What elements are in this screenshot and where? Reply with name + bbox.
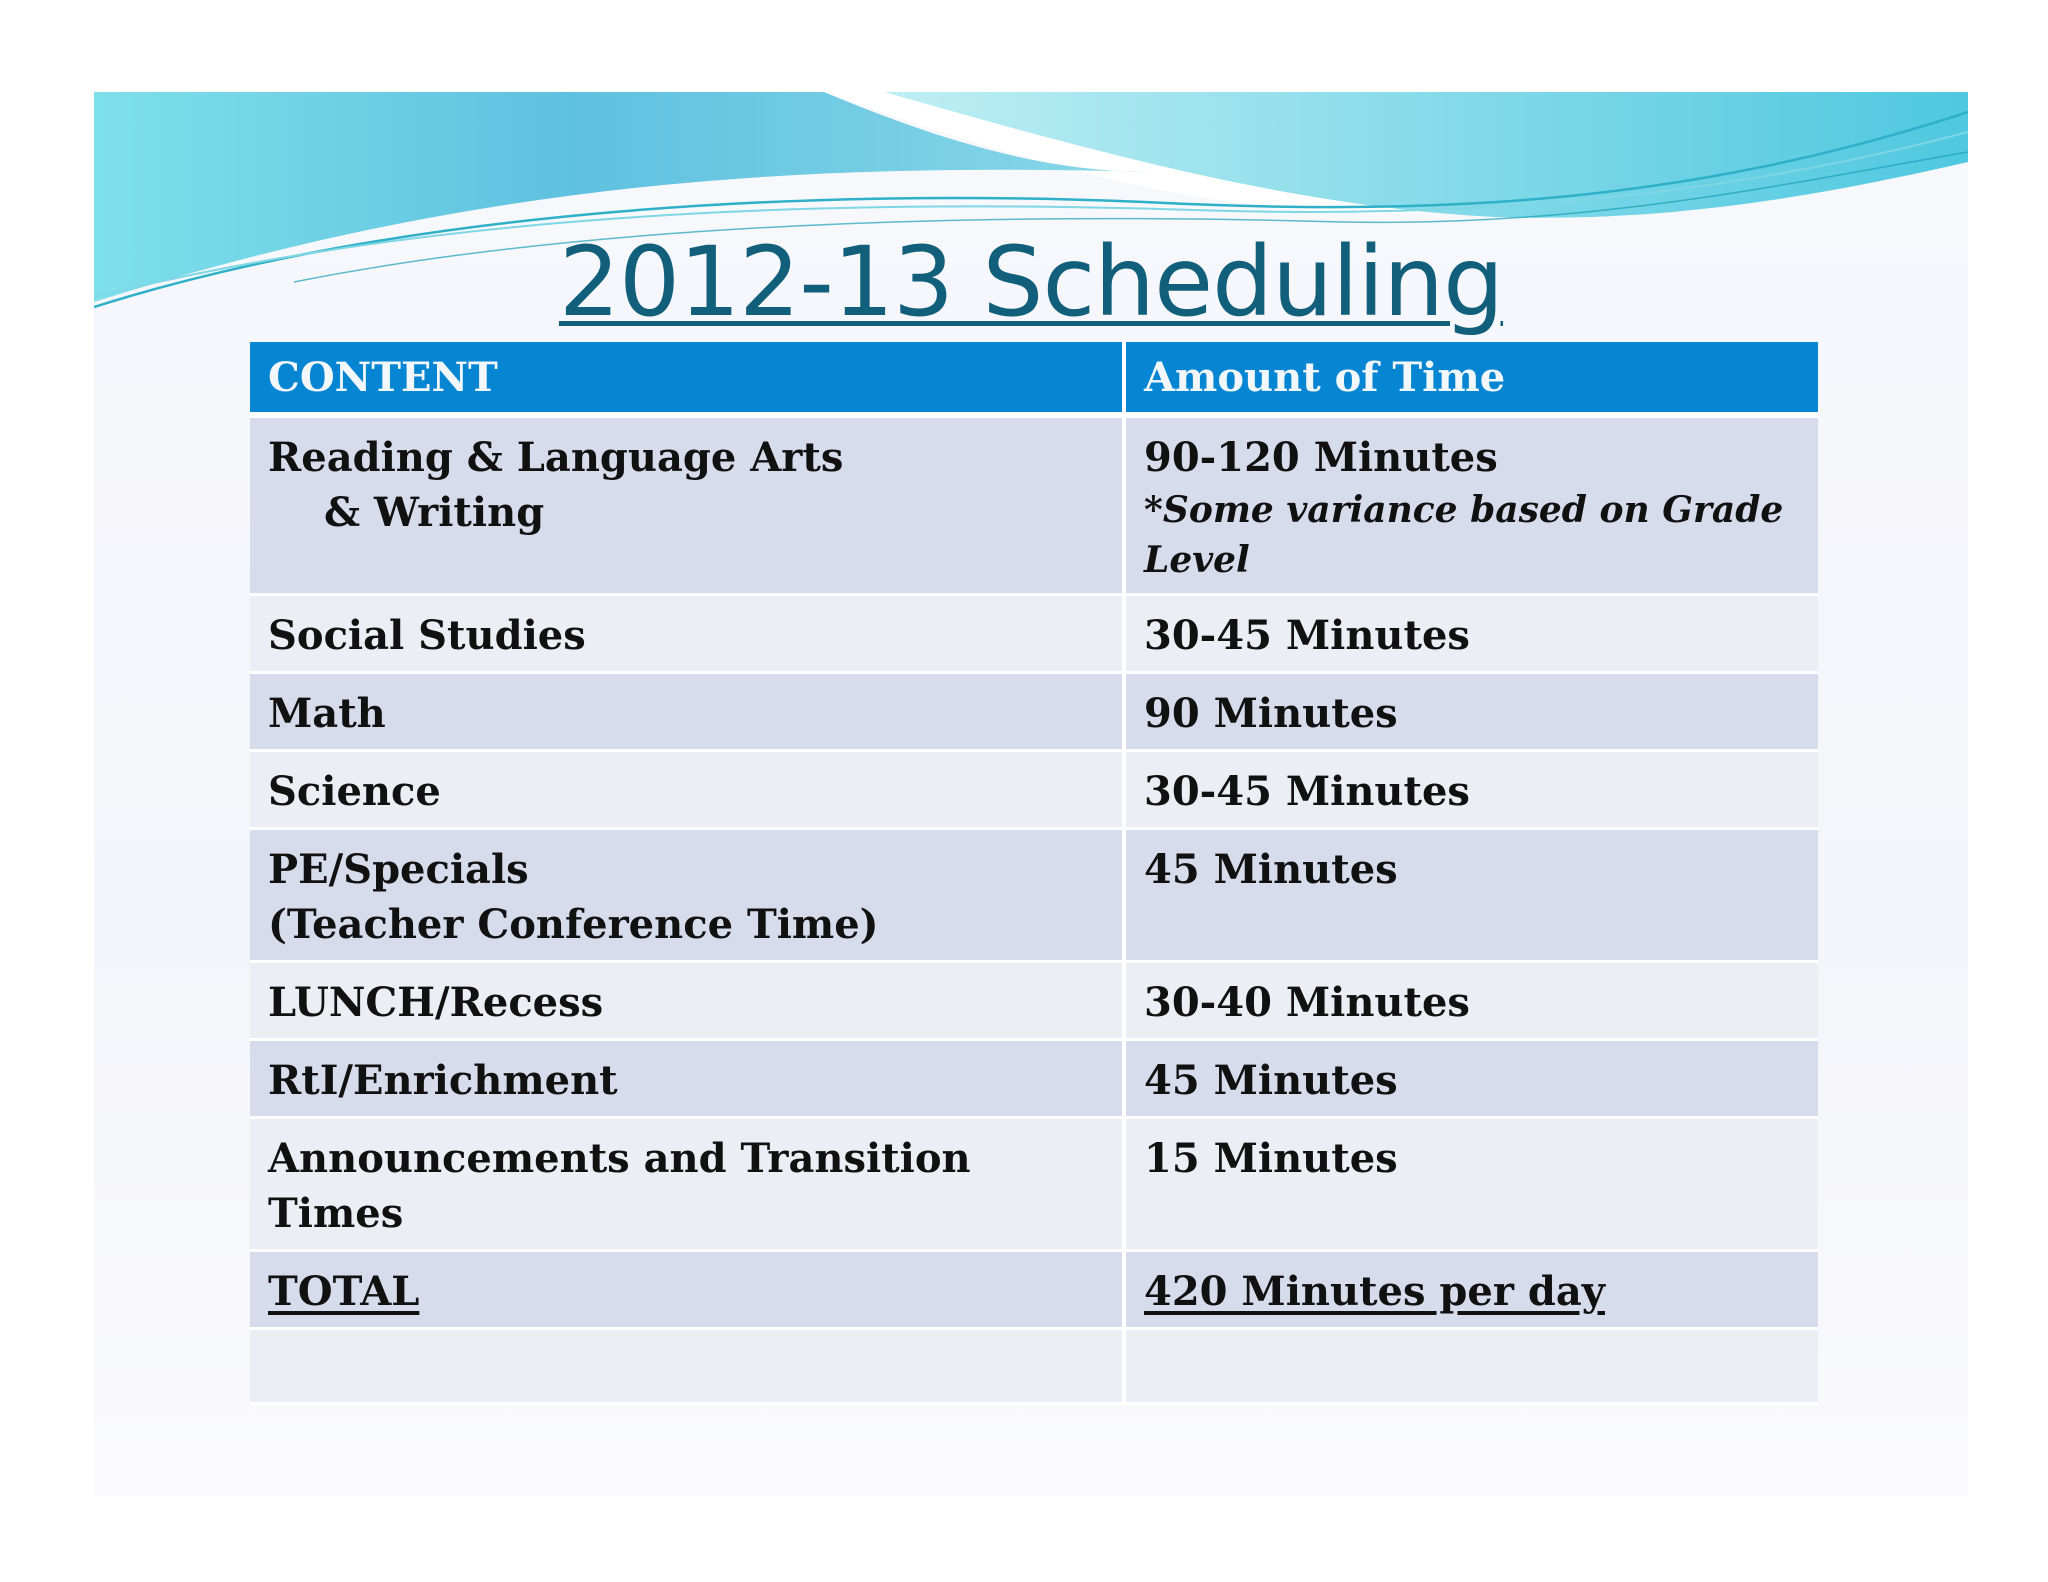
table-row: [250, 595, 1818, 673]
content-label: PE/Specials: [268, 846, 529, 893]
time-cell: 30-40 Minutes: [1124, 962, 1818, 1040]
table-row: [250, 673, 1818, 751]
table-row: [250, 1040, 1818, 1118]
total-value-cell: [1124, 1251, 1818, 1329]
variance-note: *Some variance based on Grade Level: [1144, 489, 1784, 581]
content-cell: LUNCH/Recess: [250, 962, 1124, 1040]
header-amount-of-time: Amount of Time: [1124, 342, 1818, 415]
time-cell: 30-45 Minutes: [1124, 751, 1818, 829]
header-content: CONTENT: [250, 342, 1124, 415]
empty-row: [250, 1329, 1818, 1404]
empty-cell: [1124, 1329, 1818, 1404]
content-label: Reading & Language Arts: [268, 434, 844, 481]
content-cell: Math: [250, 673, 1124, 751]
content-cell: Social Studies: [250, 595, 1124, 673]
table-header-row: [250, 342, 1818, 415]
content-label-continued: (Teacher Conference Time): [268, 901, 879, 948]
time-cell: 90 Minutes: [1124, 673, 1818, 751]
table-row: [250, 962, 1818, 1040]
content-label-continued: & Writing: [324, 489, 545, 536]
content-cell: RtI/Enrichment: [250, 1040, 1124, 1118]
slide-title: 2012-13 Scheduling: [558, 226, 1504, 338]
time-cell: 45 Minutes: [1124, 1040, 1818, 1118]
content-cell: [250, 829, 1124, 962]
table-row: [250, 415, 1818, 595]
table-row: [250, 751, 1818, 829]
schedule-table: [250, 342, 1818, 1405]
content-cell: Science: [250, 751, 1124, 829]
slide: [94, 92, 1968, 1496]
time-cell: 45 Minutes: [1124, 829, 1818, 962]
empty-cell: [250, 1329, 1124, 1404]
content-cell: [250, 415, 1124, 595]
time-cell: [1124, 415, 1818, 595]
time-cell: 30-45 Minutes: [1124, 595, 1818, 673]
total-value: 420 Minutes per day: [1144, 1268, 1605, 1315]
table-row: [250, 829, 1818, 962]
content-cell: Announcements and Transition Times: [250, 1118, 1124, 1251]
table-row: [250, 1118, 1818, 1251]
total-row: [250, 1251, 1818, 1329]
time-value: 90-120 Minutes: [1144, 434, 1498, 481]
time-cell: 15 Minutes: [1124, 1118, 1818, 1251]
total-label-cell: [250, 1251, 1124, 1329]
total-label: TOTAL: [268, 1268, 420, 1315]
